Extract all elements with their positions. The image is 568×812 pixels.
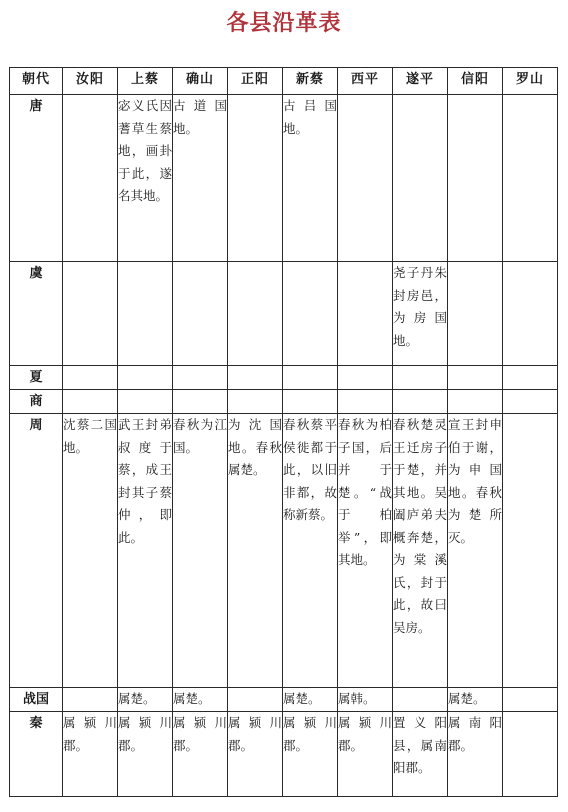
table-cell (63, 414, 118, 688)
cell-text: 尧子丹朱封房邑，为房国地。 (393, 265, 447, 348)
table-cell (503, 390, 558, 414)
cell-text: 属颍川郡。 (173, 715, 227, 753)
table-cell (118, 262, 173, 366)
cell-text: 古吕国地。 (283, 98, 337, 136)
table-cell (393, 366, 448, 390)
cell-text: 春秋为柏子国，后并于楚。“战于柏举”，即其地。 (338, 417, 392, 567)
dynasty-cell: 商 (10, 390, 63, 414)
table-cell (283, 95, 338, 262)
cell-text: 春秋为江国。 (173, 417, 227, 455)
cell-text: 宣王封申伯于谢，为申国地。春秋为楚所灭。 (448, 417, 502, 545)
table-cell (118, 366, 173, 390)
cell-text: 属韩。 (338, 691, 376, 706)
table-cell (283, 414, 338, 688)
cell-text: 武王封弟叔度于蔡，成王封其子蔡仲，即此。 (118, 417, 172, 545)
history-table (9, 67, 558, 797)
table-cell (228, 712, 283, 797)
table-cell (338, 366, 393, 390)
dynasty-cell: 周 (10, 414, 63, 688)
dynasty-cell: 夏 (10, 366, 63, 390)
table-cell (338, 414, 393, 688)
page-title: 各县沿革表 (226, 11, 342, 36)
table-cell (448, 688, 503, 712)
table-row (10, 712, 558, 797)
table-cell (338, 390, 393, 414)
cell-text: 属楚。 (283, 691, 321, 706)
table-cell (503, 712, 558, 797)
column-header-county: 新蔡 (283, 68, 338, 95)
table-cell (448, 95, 503, 262)
table-cell (503, 688, 558, 712)
table-cell (118, 712, 173, 797)
cell-text: 属颍川郡。 (63, 715, 117, 753)
table-cell (448, 414, 503, 688)
table-cell (503, 366, 558, 390)
table-cell (118, 390, 173, 414)
table-cell (283, 390, 338, 414)
table-cell (338, 95, 393, 262)
cell-text: 宓义氏因蓍草生蔡地，画卦于此，遂名其地。 (118, 98, 172, 203)
table-cell (503, 262, 558, 366)
table-cell (448, 712, 503, 797)
column-header-county: 汝阳 (63, 68, 118, 95)
table-cell (63, 366, 118, 390)
cell-text: 属颍川郡。 (283, 715, 337, 753)
table-cell (228, 414, 283, 688)
table-cell (173, 95, 228, 262)
table-cell (338, 688, 393, 712)
cell-text: 属颍川郡。 (228, 715, 282, 753)
cell-text: 古道国地。 (173, 98, 227, 136)
table-cell (393, 414, 448, 688)
cell-text: 属楚。 (118, 691, 156, 706)
table-row (10, 95, 558, 262)
column-header-county: 上蔡 (118, 68, 173, 95)
table-cell (63, 95, 118, 262)
table-cell (283, 712, 338, 797)
table-cell (118, 95, 173, 262)
cell-text: 属南阳郡。 (448, 715, 502, 753)
table-cell (338, 712, 393, 797)
table-cell (283, 262, 338, 366)
table-cell (118, 414, 173, 688)
table-cell (173, 414, 228, 688)
table-cell (393, 688, 448, 712)
table-cell (448, 366, 503, 390)
table-body (10, 95, 558, 797)
table-cell (503, 95, 558, 262)
column-header-county: 信阳 (448, 68, 503, 95)
table-cell (448, 262, 503, 366)
column-header-county: 西平 (338, 68, 393, 95)
column-header-county: 确山 (173, 68, 228, 95)
table-cell (228, 366, 283, 390)
cell-text: 为沈国地。春秋属楚。 (228, 417, 282, 477)
dynasty-cell: 虞 (10, 262, 63, 366)
column-header-county: 罗山 (503, 68, 558, 95)
cell-text: 属颍川郡。 (338, 715, 392, 753)
header-row (10, 68, 558, 95)
cell-text: 春秋楚灵王迁房子于楚，并其地。吴阖庐弟夫概奔楚，为棠溪氏，封于此，故曰吴房。 (393, 417, 447, 635)
column-header-county: 正阳 (228, 68, 283, 95)
table-cell (283, 688, 338, 712)
table-cell (393, 95, 448, 262)
table-cell (228, 688, 283, 712)
table-row (10, 366, 558, 390)
table-cell (63, 262, 118, 366)
cell-text: 春秋蔡平侯徙都于此，以旧非都，故称新蔡。 (283, 417, 337, 522)
cell-text: 属楚。 (173, 691, 211, 706)
cell-text: 属颍川郡。 (118, 715, 172, 753)
table-cell (63, 712, 118, 797)
table-cell (393, 262, 448, 366)
table-cell (173, 366, 228, 390)
table-cell (118, 688, 173, 712)
table-cell (228, 262, 283, 366)
dynasty-cell: 战国 (10, 688, 63, 712)
table-cell (393, 712, 448, 797)
table-cell (173, 688, 228, 712)
table-cell (173, 262, 228, 366)
cell-text: 属楚。 (448, 691, 486, 706)
table-cell (228, 390, 283, 414)
table-row (10, 262, 558, 366)
cell-text: 沈蔡二国地。 (63, 417, 117, 455)
table-cell (228, 95, 283, 262)
dynasty-cell: 秦 (10, 712, 63, 797)
table-cell (338, 262, 393, 366)
table-cell (283, 366, 338, 390)
table-cell (393, 390, 448, 414)
table-row (10, 414, 558, 688)
table-cell (448, 390, 503, 414)
table-cell (503, 414, 558, 688)
table-cell (63, 688, 118, 712)
cell-text: 置义阳县，属南阳郡。 (393, 715, 447, 775)
column-header-dynasty: 朝代 (10, 68, 63, 95)
table-cell (173, 712, 228, 797)
table-cell (173, 390, 228, 414)
table-cell (63, 390, 118, 414)
table-row (10, 688, 558, 712)
table-row (10, 390, 558, 414)
dynasty-cell: 唐 (10, 95, 63, 262)
column-header-county: 遂平 (393, 68, 448, 95)
